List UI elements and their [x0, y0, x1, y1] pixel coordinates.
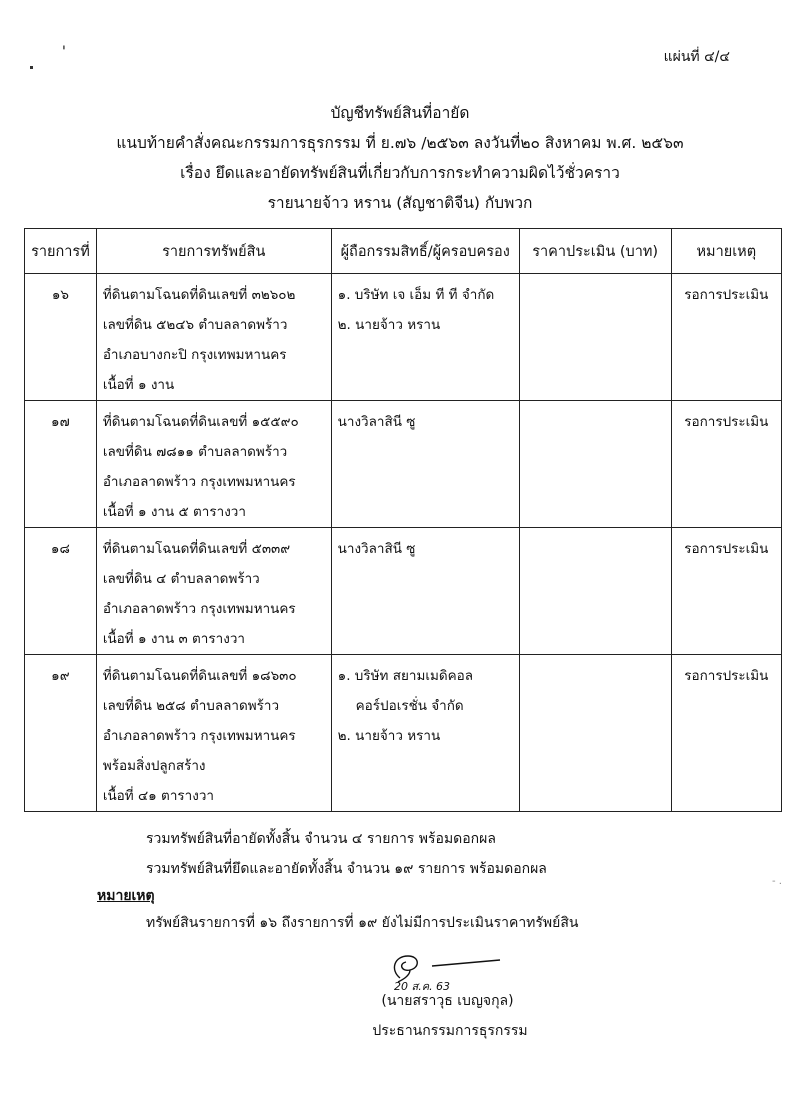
note-text: ทรัพย์สินรายการที่ ๑๖ ถึงรายการที่ ๑๙ ยังไม่มีการประเมินราคาทรัพย์สิน — [146, 915, 579, 931]
page-number: แผ่นที่ ๔/๔ — [663, 49, 730, 65]
column-header-remark: หมายเหตุ — [671, 229, 781, 274]
cell-no: ๑๙ — [25, 655, 97, 812]
column-header-owner: ผู้ถือกรรมสิทธิ์/ผู้ครอบครอง — [331, 229, 519, 274]
asset-table — [24, 228, 782, 812]
summary-seized-total: รวมทรัพย์สินที่อายัดทั้งสิ้น จำนวน ๔ รายการ พร้อมดอกผล — [146, 831, 496, 847]
owner-line: นางวิลาสินี ซู — [337, 414, 416, 430]
column-header-no: รายการที่ — [25, 229, 97, 274]
cell-asset — [96, 655, 331, 812]
signer-position: ประธานกรรมการธุรกรรม — [372, 1023, 528, 1039]
cell-asset — [96, 401, 331, 528]
summary-grand-total: รวมทรัพย์สินที่ยึดและอายัดทั้งสิ้น จำนวน ๑๙ รายการ พร้อมดอกผล — [146, 861, 547, 877]
cell-no: ๑๘ — [25, 528, 97, 655]
cell-no: ๑๖ — [25, 274, 97, 401]
cell-asset — [96, 274, 331, 401]
cell-owner — [331, 274, 519, 401]
asset-line: ที่ดินตามโฉนดที่ดินเลขที่ ๑๘๖๓๐ — [102, 668, 297, 684]
column-header-value: ราคาประเมิน (บาท) — [519, 229, 671, 274]
column-header-asset: รายการทรัพย์สิน — [96, 229, 331, 274]
owner-line: คอร์ปอเรชั่น จำกัด — [355, 698, 464, 714]
owner-line: ๑. บริษัท เจ เอ็ม ที ที จำกัด — [337, 287, 495, 303]
asset-line: อำเภอบางกะปิ กรุงเทพมหานคร — [102, 347, 287, 363]
table-row — [25, 655, 782, 812]
asset-line: พร้อมสิ่งปลูกสร้าง — [102, 758, 206, 774]
cell-value — [519, 401, 671, 528]
note-heading: หมายเหตุ — [97, 888, 155, 904]
cell-remark: รอการประเมิน — [671, 401, 781, 528]
subject-line: เรื่อง ยึดและอายัดทรัพย์สินที่เกี่ยวกับการกระทำความผิดไว้ชั่วคราว — [180, 164, 620, 182]
asset-line: เลขที่ดิน ๕๒๔๖ ตำบลลาดพร้าว — [102, 317, 288, 333]
owner-line: ๒. นายจ้าว หราน — [337, 728, 441, 744]
scan-speck — [30, 66, 33, 69]
asset-line: เลขที่ดิน ๗๘๑๑ ตำบลลาดพร้าว — [102, 444, 288, 460]
signer-name: (นายสราวุธ เบญจกุล) — [381, 993, 514, 1009]
cell-owner — [331, 401, 519, 528]
asset-line: เลขที่ดิน ๒๕๘ ตำบลลาดพร้าว — [102, 698, 280, 714]
cell-value — [519, 655, 671, 812]
owner-line: ๑. บริษัท สยามเมดิคอล — [337, 668, 474, 684]
owner-line: นางวิลาสินี ซู — [337, 541, 416, 557]
signature-date: 20 ส.ค. 63 — [394, 980, 451, 992]
scan-speck: ' — [62, 44, 66, 60]
asset-line: เนื้อที่ ๔๑ ตารางวา — [102, 788, 214, 804]
table-row — [25, 274, 782, 401]
cell-no: ๑๗ — [25, 401, 97, 528]
cell-owner — [331, 528, 519, 655]
asset-line: ที่ดินตามโฉนดที่ดินเลขที่ ๓๒๖๐๒ — [102, 287, 296, 303]
asset-line: เลขที่ดิน ๔ ตำบลลาดพร้าว — [102, 571, 260, 587]
cell-remark: รอการประเมิน — [671, 655, 781, 812]
signature-icon — [380, 950, 540, 992]
cell-owner — [331, 655, 519, 812]
asset-line: อำเภอลาดพร้าว กรุงเทพมหานคร — [102, 601, 296, 617]
cell-value — [519, 528, 671, 655]
cell-remark: รอการประเมิน — [671, 528, 781, 655]
cell-value — [519, 274, 671, 401]
table-row — [25, 401, 782, 528]
document-title: บัญชีทรัพย์สินที่อายัด — [330, 104, 470, 122]
table-row — [25, 528, 782, 655]
owner-line: ๒. นายจ้าว หราน — [337, 317, 441, 333]
asset-line: เนื้อที่ ๑ งาน ๓ ตารางวา — [102, 631, 245, 647]
cell-remark: รอการประเมิน — [671, 274, 781, 401]
person-line: รายนายจ้าว หราน (สัญชาติจีน) กับพวก — [267, 194, 533, 212]
table-header-row — [25, 229, 782, 274]
asset-line: ที่ดินตามโฉนดที่ดินเลขที่ ๕๓๓๙ — [102, 541, 291, 557]
asset-line: เนื้อที่ ๑ งาน ๕ ตารางวา — [102, 504, 246, 520]
scan-speck: - . — [772, 876, 782, 887]
asset-line: ที่ดินตามโฉนดที่ดินเลขที่ ๑๕๕๙๐ — [102, 414, 299, 430]
asset-line: อำเภอลาดพร้าว กรุงเทพมหานคร — [102, 474, 296, 490]
cell-asset — [96, 528, 331, 655]
asset-line: เนื้อที่ ๑ งาน — [102, 377, 175, 393]
asset-line: อำเภอลาดพร้าว กรุงเทพมหานคร — [102, 728, 296, 744]
order-reference: แนบท้ายคำสั่งคณะกรรมการธุรกรรม ที่ ย.๗๖ /๒๕๖๓ ลงวันที่๒๐ สิงหาคม พ.ศ. ๒๕๖๓ — [116, 134, 684, 152]
